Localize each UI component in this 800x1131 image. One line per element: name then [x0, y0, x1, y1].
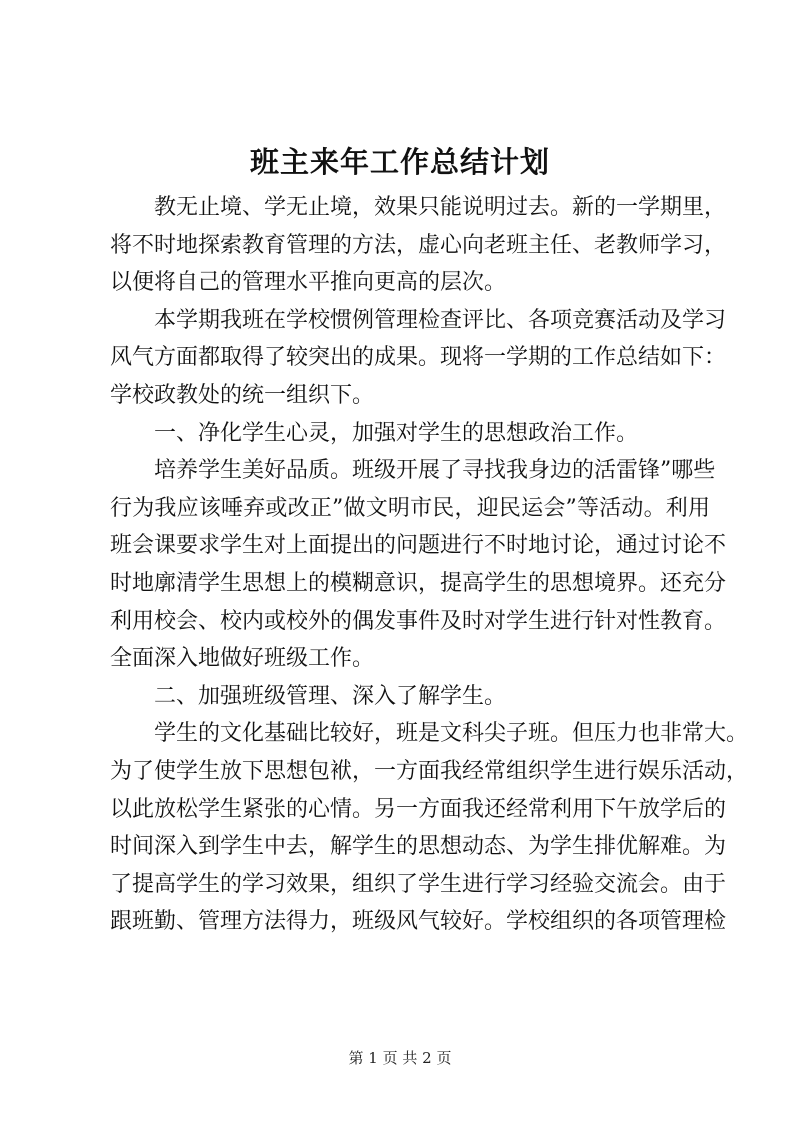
- text-line: 学校政教处的统一组织下。: [110, 382, 375, 408]
- document-body: [110, 189, 749, 941]
- text-line: 本学期我班在学校惯例管理检查评比、各项竞赛活动及学习: [154, 307, 727, 333]
- text-line: 风气方面都取得了较突出的成果。现将一学期的工作总结如下：: [110, 345, 727, 371]
- section-heading: 一、净化学生心灵，加强对学生的思想政治工作。: [154, 420, 639, 446]
- text-line: 为了使学生放下思想包袱，一方面我经常组织学生进行娱乐活动，: [110, 758, 749, 784]
- text-line: 以此放松学生紧张的心情。另一方面我还经常利用下午放学后的: [110, 796, 727, 822]
- text-line: 学生的文化基础比较好，班是文科尖子班。但压力也非常大。: [154, 721, 749, 747]
- text-line: 了提高学生的学习效果，组织了学生进行学习经验交流会。由于: [110, 871, 727, 897]
- text-line: 时地廓清学生思想上的模糊意识，提高学生的思想境界。还充分: [110, 570, 727, 596]
- text-line: 利用校会、校内或校外的偶发事件及时对学生进行针对性教育。: [110, 608, 727, 634]
- text-line: 跟班勤、管理方法得力，班级风气较好。学校组织的各项管理检: [110, 909, 727, 935]
- page-footer: 第 1 页 共 2 页: [348, 1049, 452, 1067]
- document-title: 班主来年工作总结计划: [249, 145, 550, 179]
- section-heading: 二、加强班级管理、深入了解学生。: [154, 683, 507, 709]
- text-line: 以便将自己的管理水平推向更高的层次。: [110, 270, 507, 296]
- text-line: 时间深入到学生中去，解学生的思想动态、为学生排优解难。为: [110, 834, 727, 860]
- text-line: 全面深入地做好班级工作。: [110, 646, 375, 672]
- text-line: 班会课要求学生对上面提出的问题进行不时地讨论，通过讨论不: [110, 533, 727, 559]
- text-line: 将不时地探索教育管理的方法，虚心向老班主任、老教师学习，: [110, 232, 727, 258]
- text-line: 教无止境、学无止境，效果只能说明过去。新的一学期里，: [154, 195, 727, 220]
- text-line: 行为我应该唾弃或改正”做文明市民，迎民运会”等活动。利用: [110, 495, 710, 521]
- text-line: 培养学生美好品质。班级开展了寻找我身边的活雷锋”哪些: [154, 458, 716, 484]
